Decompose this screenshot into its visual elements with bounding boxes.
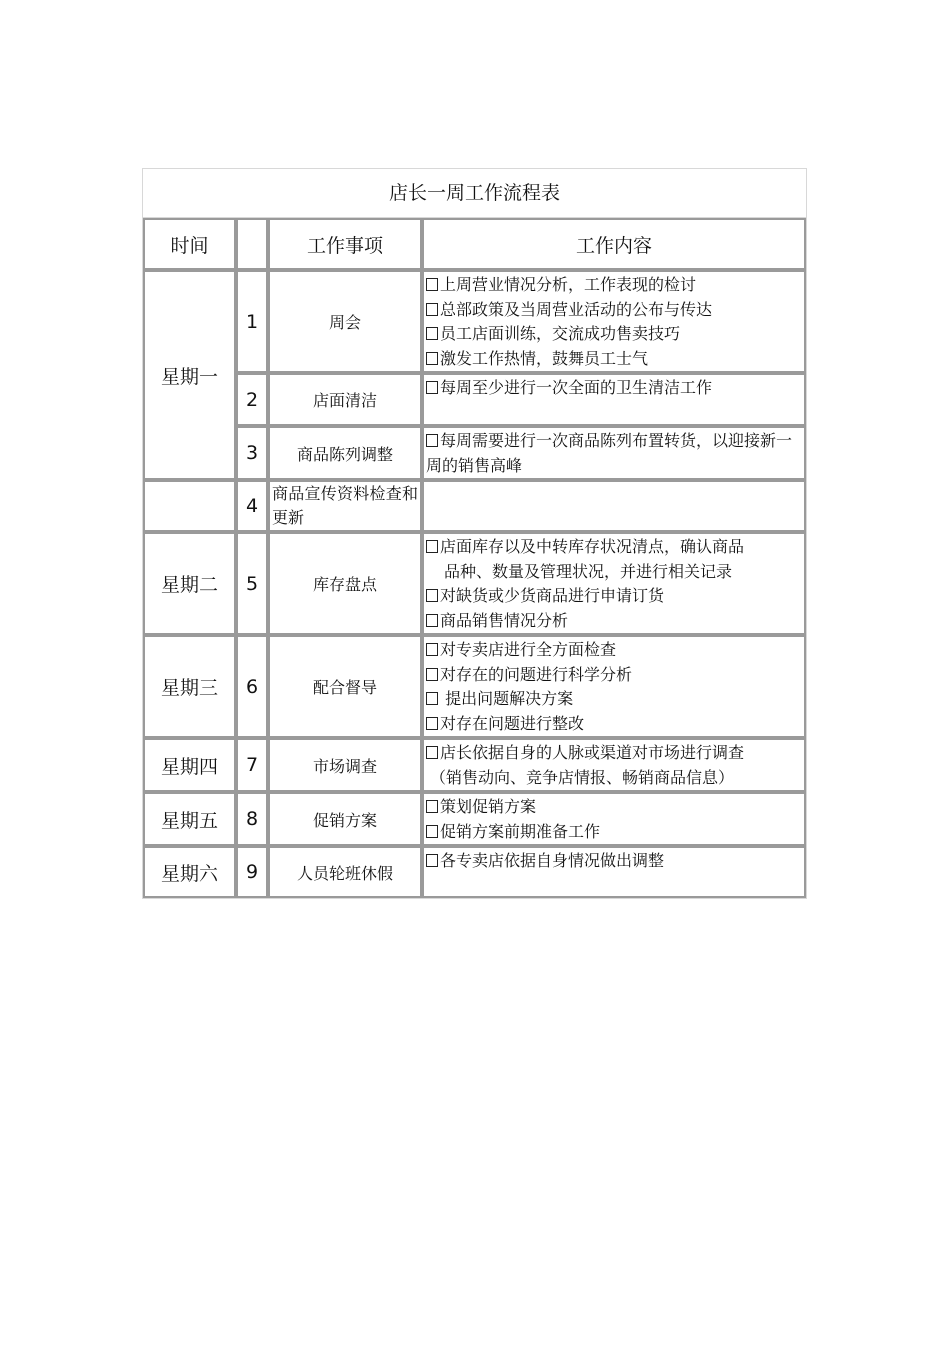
- content-line: 总部政策及当周营业活动的公布与传达: [426, 298, 802, 323]
- checkbox-icon: [426, 352, 438, 365]
- content-cell: [422, 373, 806, 426]
- table-row: [143, 373, 806, 426]
- content-line: 店长依据自身的人脉或渠道对市场进行调查: [426, 741, 802, 766]
- content-line: 各专卖店依据自身情况做出调整: [426, 849, 802, 874]
- day-cell: 星期四: [143, 738, 236, 792]
- content-line: 促销方案前期准备工作: [426, 820, 802, 845]
- content-cell: [422, 480, 806, 532]
- checkbox-icon: [426, 643, 438, 656]
- content-line: 上周营业情况分析，工作表现的检讨: [426, 273, 802, 298]
- table-row: [143, 480, 806, 532]
- table-row: [143, 635, 806, 738]
- checkbox-icon: [426, 303, 438, 316]
- content-line: 商品销售情况分析: [426, 609, 802, 634]
- content-cell: [422, 532, 806, 635]
- item-cell: 人员轮班休假: [268, 846, 422, 898]
- item-cell: 店面清洁: [268, 373, 422, 426]
- checkbox-icon: [426, 692, 438, 705]
- num-cell: 2: [236, 373, 268, 426]
- item-cell: 配合督导: [268, 635, 422, 738]
- num-cell: 7: [236, 738, 268, 792]
- content-line: 对存在问题进行整改: [426, 712, 802, 737]
- content-line: 每周至少进行一次全面的卫生清洁工作: [426, 376, 802, 401]
- num-cell: 1: [236, 270, 268, 373]
- item-cell: 周会: [268, 270, 422, 373]
- content-line: （销售动向、竞争店情报、畅销商品信息）: [430, 767, 735, 787]
- item-cell: 市场调查: [268, 738, 422, 792]
- header-item: 工作事项: [268, 218, 422, 270]
- item-cell: 促销方案: [268, 792, 422, 846]
- table-row: [143, 426, 806, 480]
- content-cell: [422, 635, 806, 738]
- content-line: 对缺货或少货商品进行申请订货: [426, 584, 802, 609]
- item-cell: 商品宣传资料检查和更新: [268, 480, 422, 532]
- day-cell: 星期二: [143, 532, 236, 635]
- workflow-sheet: [142, 168, 807, 899]
- table-row: [143, 846, 806, 898]
- num-cell: 4: [236, 480, 268, 532]
- day-cell: 星期五: [143, 792, 236, 846]
- content-line: 对存在的问题进行科学分析: [426, 663, 802, 688]
- checkbox-icon: [426, 854, 438, 867]
- content-line: 提出问题解决方案: [426, 687, 802, 712]
- table-row: [143, 532, 806, 635]
- checkbox-icon: [426, 800, 438, 813]
- num-cell: 9: [236, 846, 268, 898]
- day-cell: 星期一: [143, 270, 236, 480]
- header-content: 工作内容: [422, 218, 806, 270]
- day-cell: 星期三: [143, 635, 236, 738]
- num-cell: 8: [236, 792, 268, 846]
- checkbox-icon: [426, 668, 438, 681]
- checkbox-icon: [426, 746, 438, 759]
- content-cell: [422, 270, 806, 373]
- checkbox-icon: [426, 825, 438, 838]
- num-cell: 3: [236, 426, 268, 480]
- table-row: [143, 738, 806, 792]
- content-line: 品种、数量及管理状况，并进行相关记录: [444, 561, 733, 581]
- checkbox-icon: [426, 381, 438, 394]
- checkbox-icon: [426, 614, 438, 627]
- checkbox-icon: [426, 540, 438, 553]
- content-cell: [422, 738, 806, 792]
- day-cell: 星期六: [143, 846, 236, 898]
- content-line: 激发工作热情，鼓舞员工士气: [426, 347, 802, 372]
- workflow-table: [143, 218, 806, 898]
- content-cell: [422, 792, 806, 846]
- content-cell: [422, 426, 806, 480]
- item-cell: 商品陈列调整: [268, 426, 422, 480]
- table-row: [143, 270, 806, 373]
- content-cell: [422, 846, 806, 898]
- content-line: 员工店面训练，交流成功售卖技巧: [426, 322, 802, 347]
- content-line: 店面库存以及中转库存状况清点，确认商品: [426, 535, 802, 560]
- checkbox-icon: [426, 278, 438, 291]
- checkbox-icon: [426, 717, 438, 730]
- checkbox-icon: [426, 589, 438, 602]
- num-cell: 6: [236, 635, 268, 738]
- header-num: [236, 218, 268, 270]
- item-cell: 库存盘点: [268, 532, 422, 635]
- content-line: 每周需要进行一次商品陈列布置转货，以迎接新一周的销售高峰: [426, 431, 793, 475]
- content-line: 对专卖店进行全方面检查: [426, 638, 802, 663]
- header-row: [143, 218, 806, 270]
- checkbox-icon: [426, 327, 438, 340]
- table-row: [143, 792, 806, 846]
- day-cell: [143, 480, 236, 532]
- content-line: 策划促销方案: [426, 795, 802, 820]
- checkbox-icon: [426, 434, 438, 447]
- num-cell: 5: [236, 532, 268, 635]
- header-time: 时间: [143, 218, 236, 270]
- table-title: 店长一周工作流程表: [143, 169, 806, 218]
